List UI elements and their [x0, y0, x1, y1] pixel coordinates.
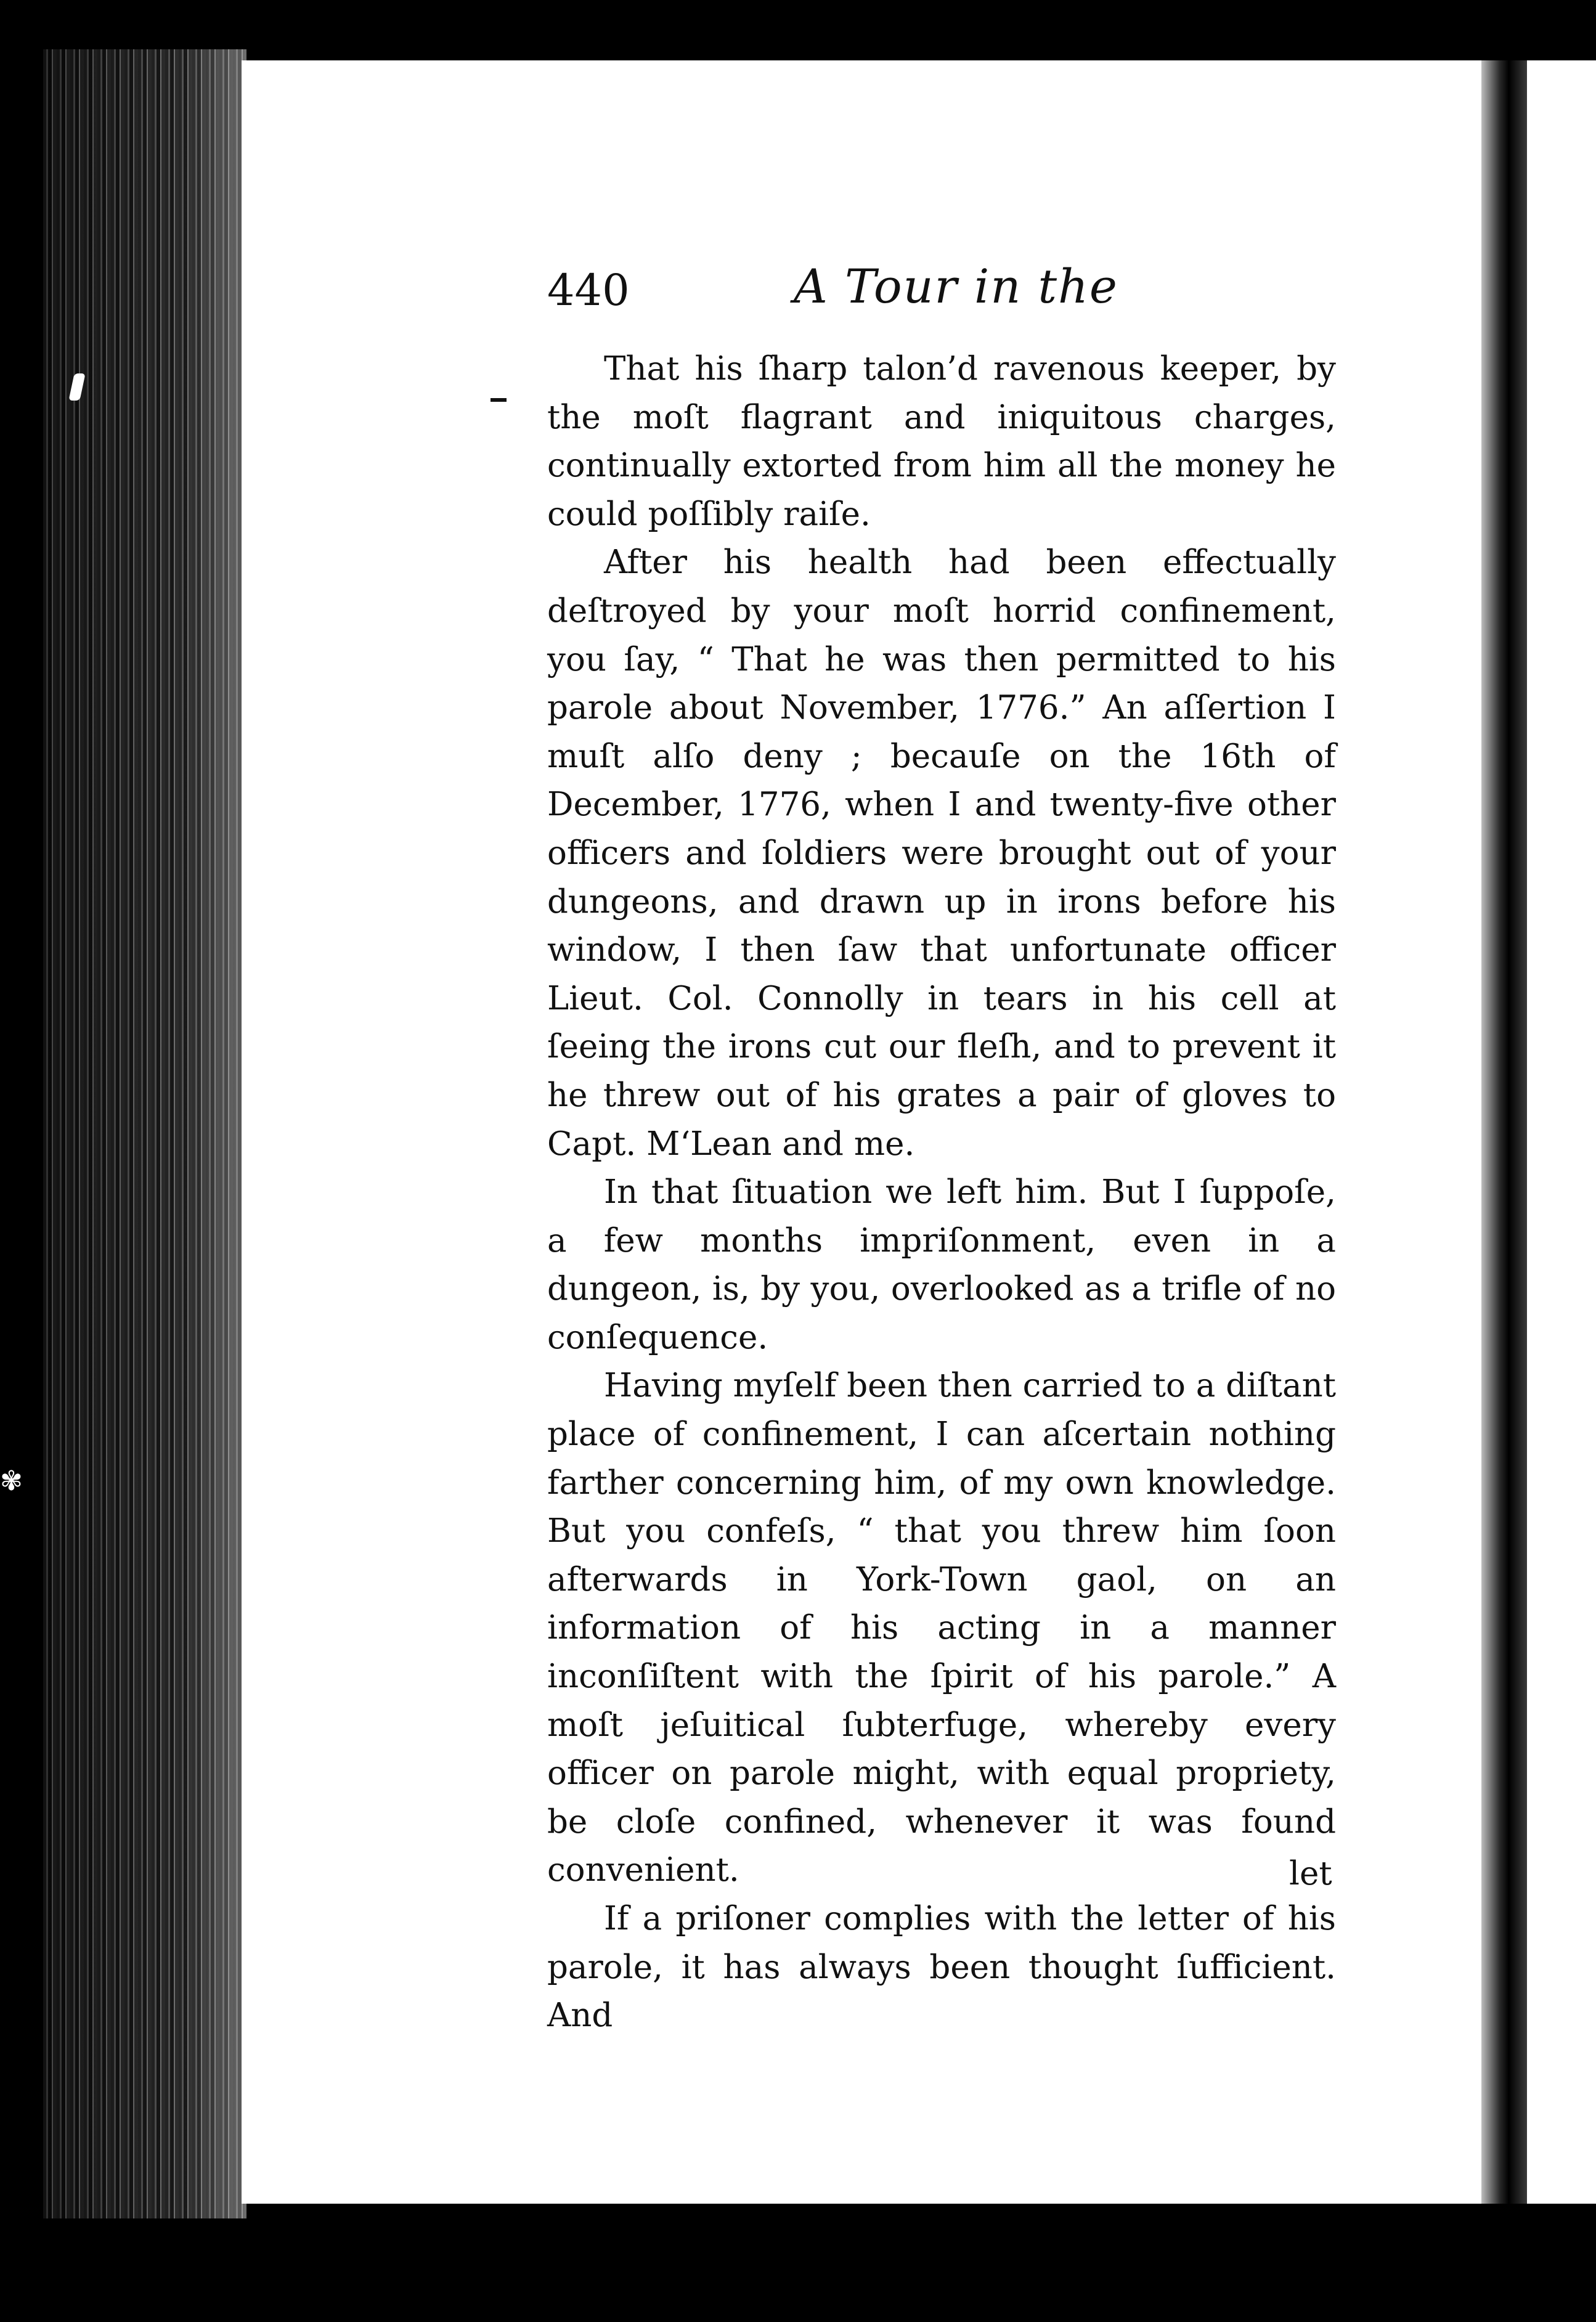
page-gutter [1481, 60, 1527, 2204]
book-page-edges [43, 49, 246, 2218]
page-number: 440 [547, 265, 630, 316]
paragraph: That his ſharp talon’d ravenous keeper, by the moſt flagrant and iniquitous charges, continually extorted from him all the money he could poſſibly raiſe. [547, 350, 1336, 533]
running-title: A Tour in the [794, 259, 1118, 314]
next-page-edge [1527, 60, 1596, 2204]
paragraph: After his health had been effectually deſtroyed by your moſt horrid confinement, you ſay, “ That he was then permitted to his parole about November, 1776.” An aſſertion I muſt alſo deny ; becauſe on the 16th of December, 1776, when I and twenty-five other officers and ſoldiers were brought out of your dungeons, and drawn up in irons before his window, I then ſaw that unfortunate officer Lieut. Col. Connolly in tears in his cell at ſeeing the irons cut our fleſh, and to prevent it he threw out of his grates a pair of gloves to Capt. M‘Lean and me. [547, 544, 1336, 1163]
paragraph: In that ſituation we left him. But I ſuppoſe, a few months impriſonment, even in a dungeon, is, by you, overlooked as a trifle of no conſequence. [547, 1173, 1336, 1356]
paragraph: If a priſoner complies with the letter of his parole, it has always been thought ſufficient. And [547, 1900, 1336, 2035]
body-text [547, 345, 1336, 2040]
page-header [547, 259, 1348, 327]
catchword: let [1289, 1855, 1332, 1892]
paragraph: Having myſelf been then carried to a diſtant place of confinement, I can aſcertain nothing farther concerning him, of my own knowledge. But you confeſs, “ that you threw him ſoon afterwards in York-Town gaol, on an information of his acting in a manner inconſiſtent with the ſpirit of his parole.” A moſt jeſuitical ſubterfuge, whereby every officer on parole might, with equal propriety, be cloſe confined, whenever it was found convenient. [547, 1367, 1336, 1889]
margin-dash [491, 398, 507, 402]
ornament-icon: ✾ [0, 1465, 23, 1497]
